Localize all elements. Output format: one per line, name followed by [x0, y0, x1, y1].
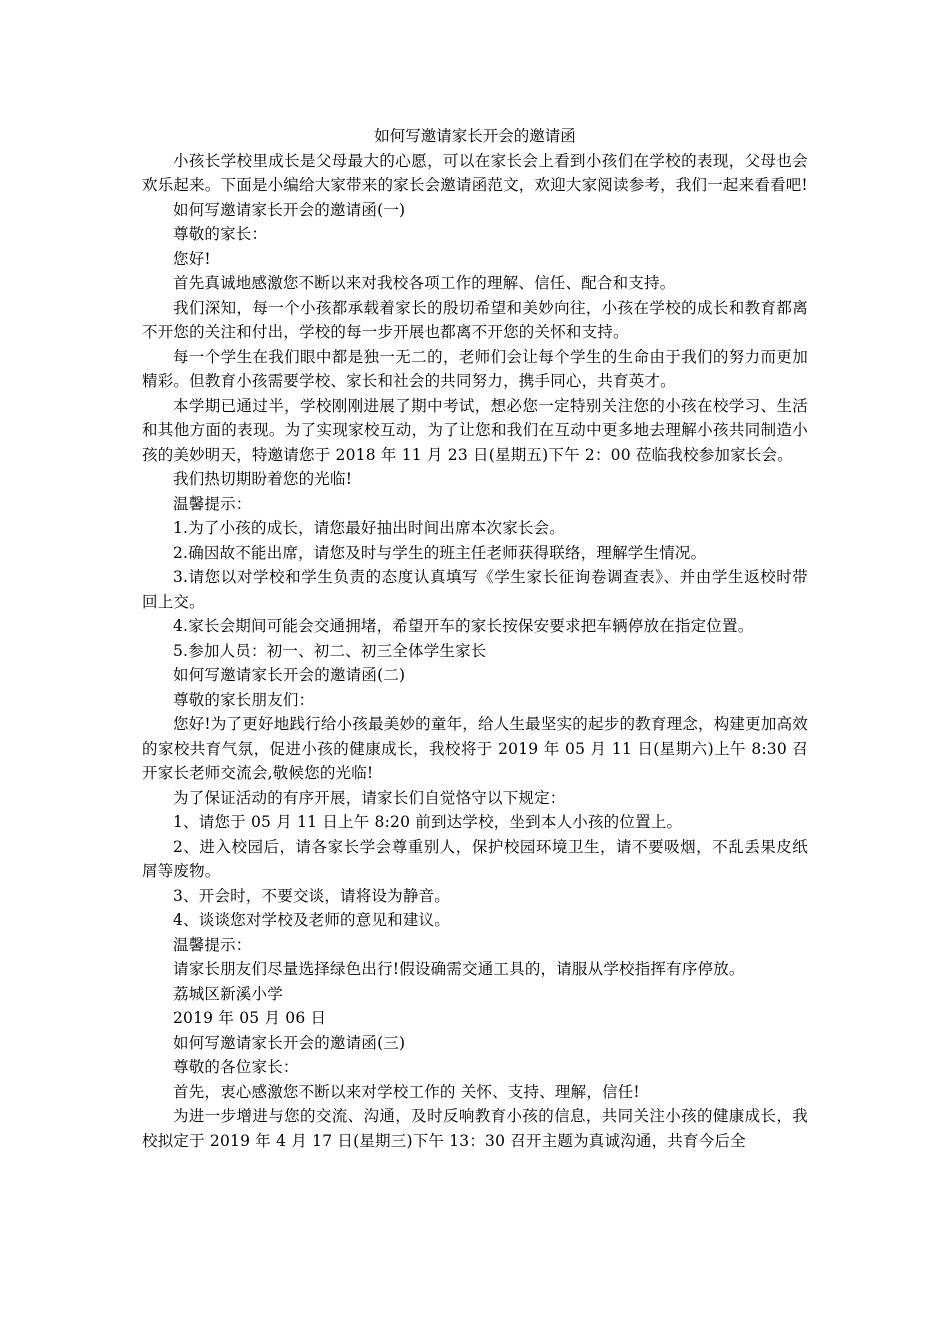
document-title: 如何写邀请家长开会的邀请函 [374, 127, 576, 145]
section-heading: 如何写邀请家长开会的邀请函(二) [173, 666, 406, 684]
document-page [142, 124, 808, 1153]
tips-heading: 温馨提示： [173, 935, 252, 954]
rule-item: 4、谈谈您对学校及老师的意见和建议。 [173, 911, 450, 929]
tip-item: 4.家长会期间可能会交通拥堵，希望开车的家长按保安要求把车辆停放在指定位置。 [173, 617, 754, 635]
tip-item: 2.确因故不能出席，请您及时与学生的班主任老师获得联络，理解学生情况。 [173, 543, 707, 562]
paragraph: 本学期已通过半，学校刚刚进展了期中考试，想必您一定特别关注您的小孩在校学习、生活和其他方面的表现。为了实现家校互动，为了让您和我们在互动中更多地去理解小孩共同制造小孩的美妙明天，特邀请您于 2018 年 11 月 23 日(星期五)下午 2：00 莅临我校参加家长会。 [142, 396, 808, 464]
paragraph: 每一个学生在我们眼中都是独一无二的，老师们会让每个学生的生命由于我们的努力而更加精彩。但教育小孩需要学校、家长和社会的共同努力，携手同心，共育英才。 [142, 347, 808, 390]
signature-school: 荔城区新溪小学 [173, 984, 283, 1003]
paragraph: 我们热切期盼着您的光临! [173, 470, 353, 488]
salutation: 尊敬的各位家长： [173, 1058, 299, 1076]
rule-item: 1、请您于 05 月 11 日上午 8:20 前到达学校，坐到本人小孩的位置上。 [173, 813, 683, 831]
signature-date: 2019 年 05 月 06 日 [173, 1009, 327, 1027]
tips-heading: 温馨提示： [173, 494, 252, 513]
paragraph: 小孩长学校里成长是父母最大的心愿，可以在家长会上看到小孩们在学校的表现，父母也会欢乐起来。下面是小编给大家带来的家长会邀请函范文，欢迎大家阅读参考，我们一起来看看吧! [142, 151, 808, 194]
tip-item: 1.为了小孩的成长，请您最好抽出时间出席本次家长会。 [173, 519, 565, 537]
document-body [142, 149, 808, 1154]
tip-item: 5.参加人员：初一、初二、初三全体学生家长 [173, 641, 487, 660]
salutation: 尊敬的家长： [173, 225, 268, 243]
paragraph: 首先，衷心感激您不断以来对学校工作的 关怀、支持、理解，信任! [173, 1082, 640, 1101]
paragraph: 为了保证活动的有序开展，请家长们自觉恪守以下规定： [173, 788, 566, 807]
paragraph: 请家长朋友们尽量选择绿色出行!假设确需交通工具的，请服从学校指挥有序停放。 [173, 960, 745, 978]
tip-item: 3.请您以对学校和学生负责的态度认真填写《学生家长征询卷调查表》、并由学生返校时带回上交。 [142, 568, 808, 611]
greeting: 您好! [173, 249, 211, 268]
paragraph: 您好!为了更好地践行给小孩最美妙的童年，给人生最坚实的起步的教育理念，构建更加高效的家校共育气氛，促进小孩的健康成长，我校将于 2019 年 05 月 11 日(星期六)上午 8:30 召开家长老师交流会,敬候您的光临! [142, 715, 808, 782]
section-heading: 如何写邀请家长开会的邀请函(三) [173, 1033, 406, 1052]
section-heading: 如何写邀请家长开会的邀请函(一) [173, 200, 406, 219]
rule-item: 3、开会时，不要交谈，请将设为静音。 [173, 886, 450, 905]
paragraph: 首先真诚地感激您不断以来对我校各项工作的理解、信任、配合和支持。 [173, 274, 676, 292]
rule-item: 2、进入校园后，请各家长学会尊重别人，保护校园环境卫生，请不要吸烟，不乱丢果皮纸屑等废物。 [142, 837, 808, 880]
paragraph: 我们深知，每一个小孩都承载着家长的殷切希望和美妙向往，小孩在学校的成长和教育都离不开您的关注和付出，学校的每一步开展也都离不开您的关怀和支持。 [142, 298, 808, 341]
salutation: 尊敬的家长朋友们： [173, 690, 315, 709]
paragraph: 为进一步增进与您的交流、沟通，及时反响教育小孩的信息，共同关注小孩的健康成长，我校拟定于 2019 年 4 月 17 日(星期三)下午 13：30 召开主题为真诚沟通，共育今后全 [142, 1107, 808, 1150]
